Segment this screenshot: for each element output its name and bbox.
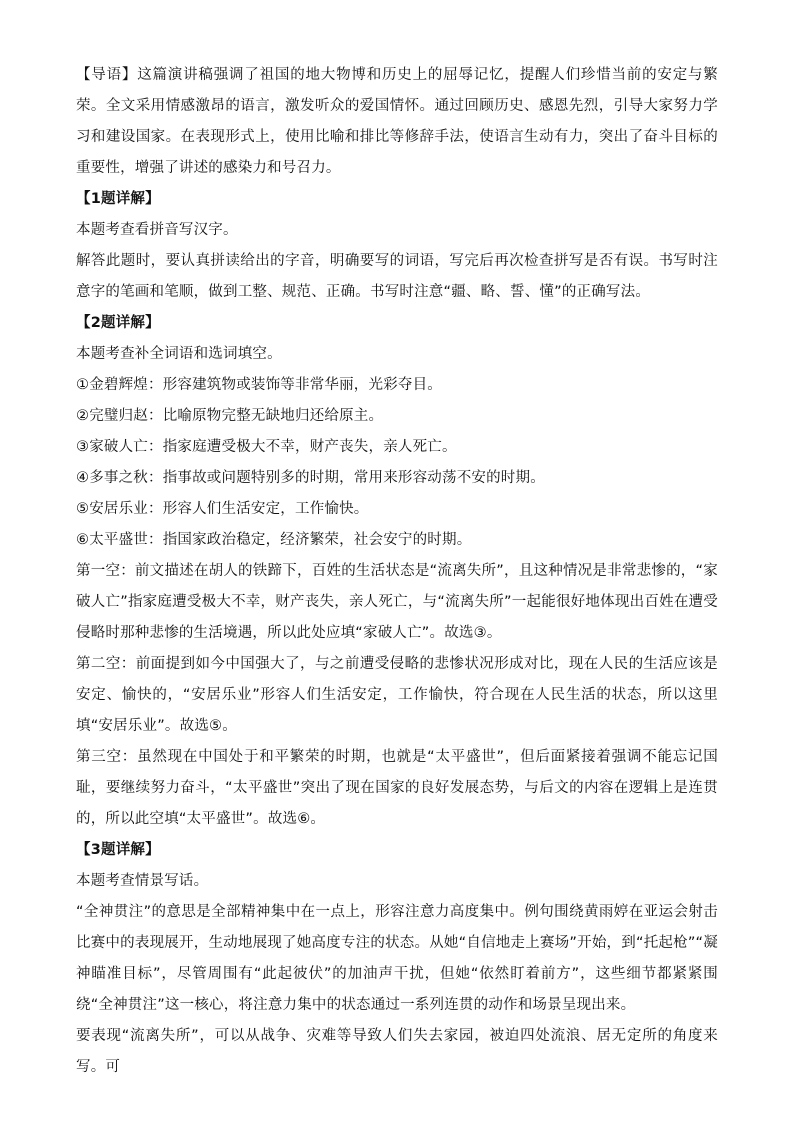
q2-item: ②完璧归赵：比喻原物完整无缺地归还给原主。 <box>76 408 384 424</box>
q1-heading: 【1题详解】 <box>76 191 160 207</box>
q2-item: ③家破人亡：指家庭遭受极大不幸，财产丧失，亲人死亡。 <box>76 439 457 455</box>
q1-intro: 本题考查看拼音写汉字。 <box>76 222 238 238</box>
q2-blank-1: 第一空：前文描述在胡人的铁蹄下，百姓的生活状态是“流离失所”，且这种情况是非常悲惨的，“家破人亡”指家庭遭受极大不幸，财产丧失，亲人死亡，与“流离失所”一起能很好地体现出百姓在遭受侵略时那种悲惨的生活境遇，所以此处应填“家破人亡”。故选③。 <box>76 563 718 641</box>
q2-item: ⑤安居乐业：形容人们生活安定，工作愉快。 <box>76 501 369 517</box>
document-body <box>76 60 718 1083</box>
q2-item: ⑥太平盛世：指国家政治稳定，经济繁荣，社会安宁的时期。 <box>76 532 472 548</box>
q3-heading: 【3题详解】 <box>76 842 160 858</box>
intro-paragraph: 【导语】这篇演讲稿强调了祖国的地大物博和历史上的屈辱记忆，提醒人们珍惜当前的安定与繁荣。全文采用情感激昂的语言，激发听众的爱国情怀。通过回顾历史、感恩先烈，引导大家努力学习和建设国家。在表现形式上，使用比喻和排比等修辞手法，使语言生动有力，突出了奋斗目标的重要性，增强了讲述的感染力和号召力。 <box>76 67 718 176</box>
q3-body: “全神贯注”的意思是全部精神集中在一点上，形容注意力高度集中。例句围绕黄雨婷在亚运会射击比赛中的表现展开，生动地展现了她高度专注的状态。从她“自信地走上赛场”开始，到“托起枪”“凝神瞄准目标”，尽管周围有“此起彼伏”的加油声干扰，但她“依然盯着前方”，这些细节都紧紧围绕“全神贯注”这一核心，将注意力集中的状态通过一系列连贯的动作和场景呈现出来。 <box>76 904 718 1013</box>
q2-item: ④多事之秋：指事故或问题特别多的时期，常用来形容动荡不安的时期。 <box>76 470 545 486</box>
q2-blank-3: 第三空：虽然现在中国处于和平繁荣的时期，也就是“太平盛世”，但后面紧接着强调不能忘记国耻，要继续努力奋斗，“太平盛世”突出了现在国家的良好发展态势，与后文的内容在逻辑上是连贯的，所以此空填“太平盛世”。故选⑥。 <box>76 749 718 827</box>
q2-item: ①金碧辉煌：形容建筑物或装饰等非常华丽，光彩夺目。 <box>76 377 442 393</box>
q2-blank-2: 第二空：前面提到如今中国强大了，与之前遭受侵略的悲惨状况形成对比，现在人民的生活应该是安定、愉快的，“安居乐业”形容人们生活安定，工作愉快，符合现在人民生活的状态，所以这里填“安居乐业”。故选⑤。 <box>76 656 718 734</box>
q2-heading: 【2题详解】 <box>76 315 160 331</box>
q3-tail: 要表现“流离失所”，可以从战争、灾难等导致人们失去家园，被迫四处流浪、居无定所的角度来写。可 <box>76 1028 718 1075</box>
q2-intro: 本题考查补全词语和选词填空。 <box>76 346 282 362</box>
q1-body: 解答此题时，要认真拼读给出的字音，明确要写的词语，写完后再次检查拼写是否有误。书写时注意字的笔画和笔顺，做到工整、规范、正确。书写时注意“疆、略、誓、懂”的正确写法。 <box>76 253 718 300</box>
q3-intro: 本题考查情景写话。 <box>76 873 209 889</box>
